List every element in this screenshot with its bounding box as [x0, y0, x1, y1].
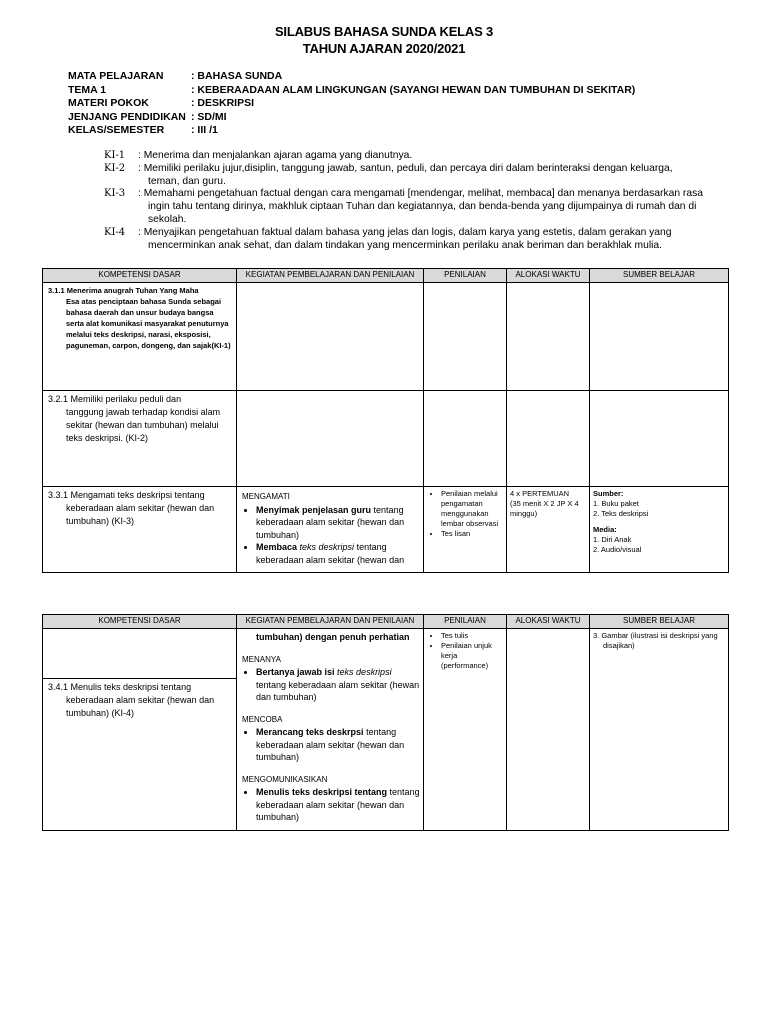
time-cell: [507, 629, 590, 831]
table-row: [43, 283, 729, 391]
header-penilaian: PENILAIAN: [424, 269, 507, 283]
header-kegiatan: KEGIATAN PEMBELAJARAN DAN PENILAIAN: [237, 269, 424, 283]
header-sumber: SUMBER BELAJAR: [590, 269, 729, 283]
info-row-material: MATERI POKOK : DESKRIPSI: [68, 97, 255, 109]
header-kegiatan: KEGIATAN PEMBELAJARAN DAN PENILAIAN: [237, 615, 424, 629]
table-header-row: [43, 269, 729, 283]
ki-row: KI-3 : Memahami pengetahuan factual dengan cara mengamati [mendengar, melihat, membaca] dan menanya berdasarkan rasa ingin tahu tentang dirinya, makhluk ciptaan Tuhan dan kegiatannya, dan benda-benda yang dijumpainya di rumah dan di sekolah.: [104, 188, 703, 225]
source-cell: 3. Gambar (ilustrasi isi deskripsi yang disajikan): [590, 629, 729, 831]
header-alokasi: ALOKASI WAKTU: [507, 269, 590, 283]
info-row-subject: MATA PELAJARAN : BAHASA SUNDA: [68, 70, 283, 82]
info-row-level: JENJANG PENDIDIKAN : SD/MI: [68, 110, 227, 123]
info-row-theme: TEMA 1 : KEBERAADAAN ALAM LINGKUNGAN (SAYANGI HEWAN DAN TUMBUHAN DI SEKITAR): [68, 83, 636, 96]
activity-heading: MENGOMUNIKASIKAN: [242, 774, 328, 784]
time-cell: 4 x PERTEMUAN (35 menit X 2 JP X 4 minggu): [507, 487, 590, 573]
subject-info: [68, 70, 635, 138]
kd-cell: 3.4.1 Menulis teks deskripsi tentang keberadaan alam sekitar (hewan dan tumbuhan) (KI-4): [43, 679, 237, 831]
header-kd: KOMPETENSI DASAR: [43, 615, 237, 629]
header-alokasi: ALOKASI WAKTU: [507, 615, 590, 629]
document-title: SILABUS BAHASA SUNDA KELAS 3: [274, 24, 494, 39]
table-row: [43, 391, 729, 487]
assessment-cell: [424, 487, 507, 573]
source-cell: Sumber: 1. Buku paket 2. Teks deskripsi Media: 1. Diri Anak 2. Audio/visual: [590, 487, 729, 573]
header-penilaian: PENILAIAN: [424, 615, 507, 629]
core-competencies: [104, 150, 704, 252]
ki-row: KI-2 : Memiliki perilaku jujur,disiplin, tanggung jawab, santun, peduli, dan percaya diri dalam berinteraksi dengan keluarga, teman, dan guru.: [104, 162, 673, 187]
list-item: • Tes lisan: [441, 529, 503, 539]
activity-cell: [237, 487, 424, 573]
header-kd: KOMPETENSI DASAR: [43, 269, 237, 283]
list-item: • Menyimak penjelasan guru tentang keberadaan alam sekitar (hewan dan tumbuhan): [256, 504, 420, 542]
document-subtitle: TAHUN AJARAN 2020/2021: [302, 41, 466, 56]
list-item: • Tes tulis: [441, 631, 503, 641]
table-row: [43, 487, 729, 573]
list-item: • Menulis teks deskripsi tentang tentang keberadaan alam sekitar (hewan dan tumbuhan): [256, 786, 420, 824]
activity-heading: MENCOBA: [242, 714, 283, 724]
activity-heading: MENANYA: [242, 654, 281, 664]
table-row: [43, 629, 729, 679]
kd-cell: 3.1.1 Menerima anugrah Tuhan Yang Maha Esa atas penciptaan bahasa Sunda sebagai bahasa daerah dan unsur budaya bangsa serta alat komunikasi masyarakat penuturnya melalui teks deskripsi, narasi, eksposisi, paguneman, carpon, dongeng, dan sajak(KI-1): [43, 283, 237, 391]
list-item: • Bertanya jawab isi teks deskripsi tentang keberadaan alam sekitar (hewan dan tumbuhan): [256, 666, 420, 704]
activity-cell: tumbuhan) dengan penuh perhatian MENANYA • Bertanya jawab isi teks deskripsi tentang keberadaan alam sekitar (hewan dan tumbuhan) MENCOBA • Merancang teks deskrpsi tentang keberadaan alam sekitar (hewan dan tumbuhan) MENGOMUNIKASIKAN • Menulis teks deskripsi tentang tentang keberadaan alam sekitar (hewan dan tumbuhan): [237, 629, 424, 831]
list-item: • Penilaian unjuk kerja (performance): [441, 641, 503, 671]
kd-cell: 3.3.1 Mengamati teks deskripsi tentang keberadaan alam sekitar (hewan dan tumbuhan) (KI-3): [43, 487, 237, 573]
list-item: • Merancang teks deskrpsi tentang keberadaan alam sekitar (hewan dan tumbuhan): [256, 726, 420, 764]
activity-heading: MENGAMATI: [242, 492, 290, 501]
assessment-cell: [424, 629, 507, 831]
table-header-row: [43, 615, 729, 629]
list-item: • Membaca teks deskripsi tentang keberadaan alam sekitar (hewan dan: [256, 541, 420, 566]
syllabus-table-1: [42, 268, 729, 573]
syllabus-table-2: [42, 614, 729, 831]
ki-row: KI-4 : Menyajikan pengetahuan faktual dalam bahasa yang jelas dan logis, dalam karya yang estetis, dalam gerakan yang mencerminkan anak sehat, dan dalam tindakan yang mencerminkan perilaku anak beriman dan berakhlak mulia.: [104, 226, 672, 251]
kd-cell: 3.2.1 Memiliki perilaku peduli dan tanggung jawab terhadap kondisi alam sekitar (hewan dan tumbuhan) melalui teks deskripsi. (KI-2): [43, 391, 237, 487]
list-item: • Penilaian melalui pengamatan menggunakan lembar observasi: [441, 489, 503, 529]
info-row-class: KELAS/SEMESTER : III /1: [68, 124, 218, 136]
ki-row: KI-1 : Menerima dan menjalankan ajaran agama yang dianutnya.: [104, 150, 413, 161]
header-sumber: SUMBER BELAJAR: [590, 615, 729, 629]
